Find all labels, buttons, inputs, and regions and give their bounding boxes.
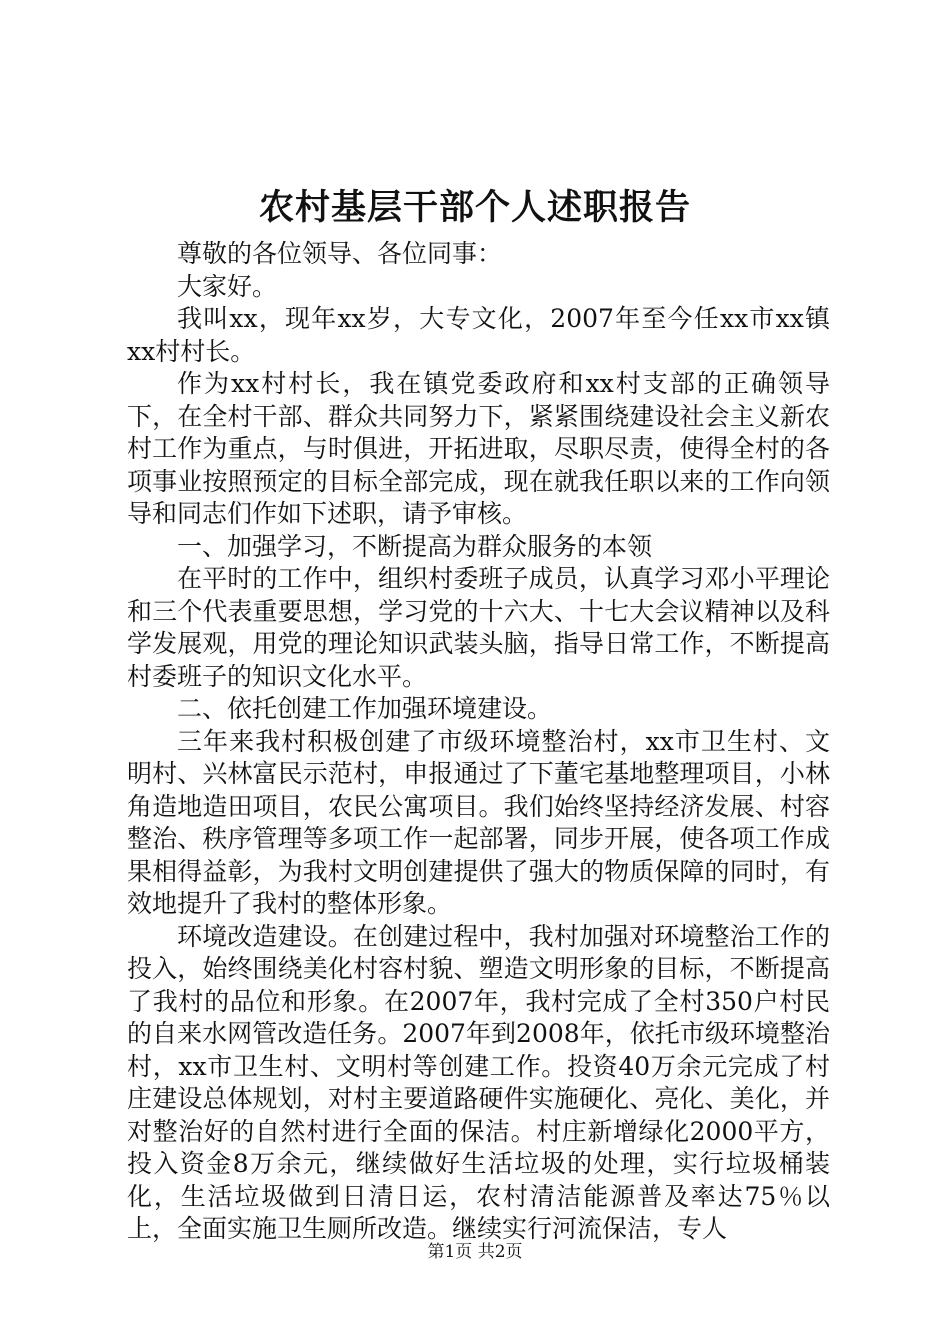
section-heading-environment: 二、依托创建工作加强环境建设。 [177, 694, 553, 723]
paragraph-creation-achievements: 三年来我村积极创建了市级环境整治村，xx市卫生村、文明村、兴林富民示范村，申报通过了下董宅基地整理项目，小林角造地造田项目，农民公寓项目。我们始终坚持经济发展、村容整治、秩序管理等多项工作一起部署，同步开展，使各项工作成果相得益彰，为我村文明创建提供了强大的物质保障的同时，有效地提升了我村的整体形象。 [127, 726, 830, 918]
paragraph-overview: 作为xx村村长，我在镇党委政府和xx村支部的正确领导下，在全村干部、群众共同努力下，紧紧围绕建设社会主义新农村工作为重点，与时俱进，开拓进取，尽职尽责，使得全村的各项事业按照预定的目标全部完成，现在就我任职以来的工作向领导和同志们作如下述职，请予审核。 [127, 369, 830, 528]
paragraph-learning: 在平时的工作中，组织村委班子成员，认真学习邓小平理论和三个代表重要思想，学习党的十六大、十七大会议精神以及科学发展观，用党的理论知识武装头脑，指导日常工作，不断提高村委班子的知识文化水平。 [127, 564, 830, 691]
paragraph-self-introduction: 我叫xx，现年xx岁，大专文化，2007年至今任xx市xx镇xx村村长。 [127, 304, 830, 366]
document-title: 农村基层干部个人述职报告 [258, 187, 691, 228]
section-heading-learning: 一、加强学习，不断提高为群众服务的本领 [177, 531, 653, 561]
document-body [127, 238, 830, 1246]
paragraph-environment-construction: 环境改造建设。在创建过程中，我村加强对环境整治工作的投入，始终围绕美化村容村貌、塑造文明形象的目标，不断提高了我村的品位和形象。在2007年，我村完成了全村350户村民的自来水网管改造任务。2007年到2008年，依托市级环境整治村，xx市卫生村、文明村等创建工作。投资40万余元完成了村庄建设总体规划，对村主要道路硬件实施硬化、亮化、美化，并对整治好的自然村进行全面的保洁。村庄新增绿化2000平方，投入资金8万余元，继续做好生活垃圾的处理，实行垃圾桶装化，生活垃圾做到日清日运，农村清洁能源普及率达75％以上，全面实施卫生厕所改造。继续实行河流保洁，专人 [127, 921, 830, 1243]
paragraph-salutation: 尊敬的各位领导、各位同事： [177, 239, 503, 268]
page-footer: 第1页 共2页 [427, 1242, 523, 1262]
paragraph-greeting: 大家好。 [177, 271, 278, 301]
